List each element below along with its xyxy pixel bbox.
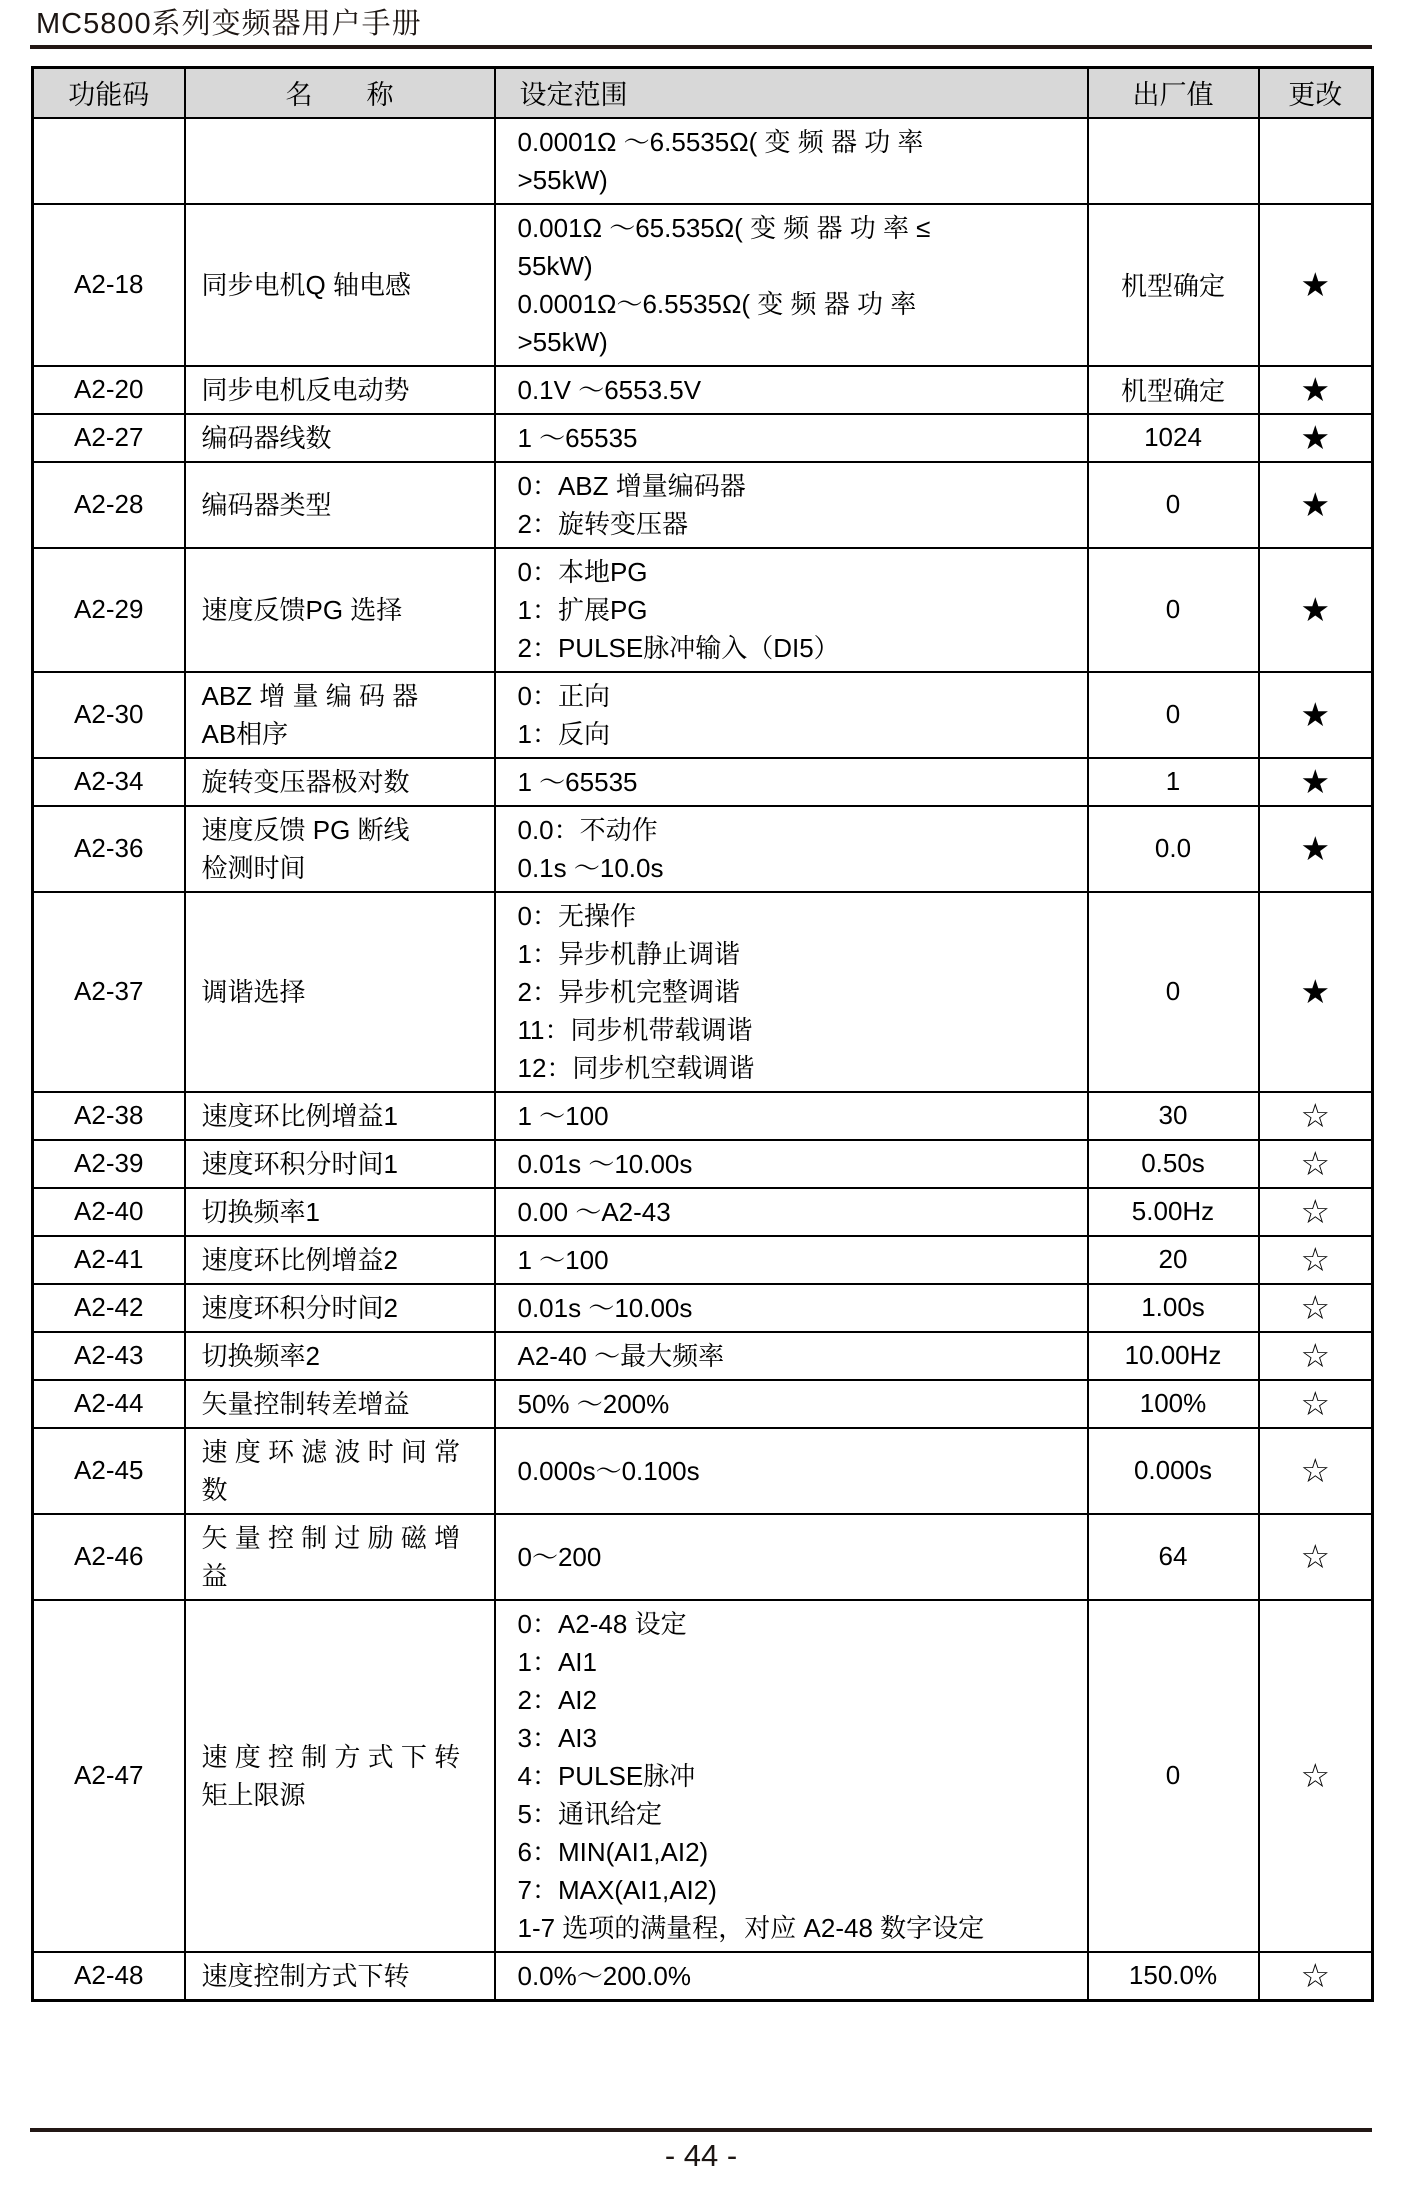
cell-setting-range-line: 1：AI1 <box>517 1646 597 1677</box>
cell-name <box>185 118 495 204</box>
hollow-star-icon: ☆ <box>1259 1380 1373 1428</box>
table-row <box>33 806 1373 892</box>
cell-setting-range-line: 2：AI2 <box>517 1684 597 1715</box>
cell-name-line: ABZ 增 量 编 码 器 <box>201 680 419 711</box>
cell-factory-value: 10.00Hz <box>1088 1332 1259 1380</box>
cell-name-line: 编码器类型 <box>201 489 332 520</box>
hollow-star-icon: ☆ <box>1259 1092 1373 1140</box>
parameter-table <box>31 66 1374 2002</box>
cell-name <box>185 1284 495 1332</box>
cell-change <box>1259 118 1373 204</box>
table-row <box>33 204 1373 366</box>
cell-setting-range-line: 1 ～65535 <box>517 422 638 453</box>
cell-setting-range-line: 1 ～100 <box>517 1100 609 1131</box>
cell-setting-range <box>495 204 1088 366</box>
cell-name <box>185 1952 495 2001</box>
cell-name <box>185 1236 495 1284</box>
table-row <box>33 414 1373 462</box>
cell-setting-range-line: A2-40 ～最大频率 <box>517 1340 725 1371</box>
cell-name-line: 速度控制方式下转 <box>201 1960 410 1991</box>
cell-function-code: A2-41 <box>33 1236 185 1284</box>
filled-star-icon: ★ <box>1259 758 1373 806</box>
header-function-code: 功能码 <box>33 68 185 118</box>
cell-factory-value: 0 <box>1088 892 1259 1092</box>
cell-name <box>185 892 495 1092</box>
cell-setting-range <box>495 1140 1088 1188</box>
cell-setting-range <box>495 366 1088 414</box>
cell-setting-range-line: 1 ～100 <box>517 1244 609 1275</box>
cell-function-code: A2-47 <box>33 1600 185 1952</box>
cell-name <box>185 806 495 892</box>
table-row <box>33 758 1373 806</box>
cell-setting-range <box>495 672 1088 758</box>
cell-factory-value: 1.00s <box>1088 1284 1259 1332</box>
cell-setting-range <box>495 892 1088 1092</box>
table-row <box>33 1236 1373 1284</box>
hollow-star-icon: ☆ <box>1259 1284 1373 1332</box>
cell-function-code: A2-20 <box>33 366 185 414</box>
cell-function-code: A2-36 <box>33 806 185 892</box>
cell-name <box>185 1332 495 1380</box>
cell-function-code: A2-27 <box>33 414 185 462</box>
cell-setting-range <box>495 1188 1088 1236</box>
table-row <box>33 462 1373 548</box>
cell-factory-value: 30 <box>1088 1092 1259 1140</box>
cell-setting-range-line: 0：无操作 <box>517 900 636 931</box>
cell-name-line: 同步电机Q 轴电感 <box>201 269 411 300</box>
cell-name <box>185 1600 495 1952</box>
cell-function-code: A2-30 <box>33 672 185 758</box>
cell-name-line: 矩上限源 <box>201 1779 306 1810</box>
cell-setting-range-line: 0：本地PG <box>517 556 648 587</box>
cell-setting-range-line: 0.0001Ω～6.5535Ω( 变 频 器 功 率 <box>517 288 917 319</box>
cell-setting-range-line: 0.01s ～10.00s <box>517 1148 693 1179</box>
cell-name-line: 旋转变压器极对数 <box>201 766 410 797</box>
cell-name-line: 速度环积分时间1 <box>201 1148 398 1179</box>
cell-factory-value: 5.00Hz <box>1088 1188 1259 1236</box>
table-row <box>33 366 1373 414</box>
cell-name <box>185 462 495 548</box>
cell-function-code: A2-42 <box>33 1284 185 1332</box>
table-row <box>33 672 1373 758</box>
cell-factory-value: 0.50s <box>1088 1140 1259 1188</box>
hollow-star-icon: ☆ <box>1259 1140 1373 1188</box>
cell-setting-range-line: 0：ABZ 增量编码器 <box>517 470 746 501</box>
cell-name <box>185 672 495 758</box>
table-row <box>33 892 1373 1092</box>
cell-name-line: 编码器线数 <box>201 422 332 453</box>
cell-setting-range <box>495 1284 1088 1332</box>
cell-name-line: 速 度 控 制 方 式 下 转 <box>201 1741 461 1772</box>
cell-name <box>185 204 495 366</box>
table-row <box>33 1380 1373 1428</box>
cell-setting-range-line: 0.0%～200.0% <box>517 1960 691 1991</box>
cell-name <box>185 1140 495 1188</box>
cell-name-line: 切换频率2 <box>201 1340 320 1371</box>
cell-function-code: A2-45 <box>33 1428 185 1514</box>
cell-function-code: A2-48 <box>33 1952 185 2001</box>
cell-setting-range <box>495 1514 1088 1600</box>
cell-name <box>185 1428 495 1514</box>
header-setting-range: 设定范围 <box>495 68 1088 118</box>
cell-setting-range-line: 11：同步机带载调谐 <box>517 1014 753 1045</box>
hollow-star-icon: ☆ <box>1259 1600 1373 1952</box>
cell-setting-range-line: 5：通讯给定 <box>517 1798 662 1829</box>
cell-setting-range-line: 7：MAX(AI1,AI2) <box>517 1874 717 1905</box>
cell-name-line: 速度环比例增益1 <box>201 1100 398 1131</box>
cell-factory-value: 机型确定 <box>1088 204 1259 366</box>
cell-name <box>185 758 495 806</box>
cell-factory-value: 150.0% <box>1088 1952 1259 2001</box>
cell-factory-value <box>1088 118 1259 204</box>
filled-star-icon: ★ <box>1259 806 1373 892</box>
hollow-star-icon: ☆ <box>1259 1428 1373 1514</box>
cell-function-code: A2-34 <box>33 758 185 806</box>
cell-name <box>185 1380 495 1428</box>
cell-setting-range <box>495 1952 1088 2001</box>
header-rule <box>30 45 1372 49</box>
cell-factory-value: 100% <box>1088 1380 1259 1428</box>
cell-setting-range-line: 0.1V ～6553.5V <box>517 374 702 405</box>
parameter-table-header <box>33 68 1373 118</box>
cell-name-line: 速度反馈 PG 断线 <box>201 814 410 845</box>
cell-function-code: A2-38 <box>33 1092 185 1140</box>
cell-setting-range-line: 6：MIN(AI1,AI2) <box>517 1836 709 1867</box>
cell-name-line: 速度环积分时间2 <box>201 1292 398 1323</box>
cell-function-code: A2-39 <box>33 1140 185 1188</box>
cell-setting-range-line: 0.000s～0.100s <box>517 1455 700 1486</box>
cell-name <box>185 1092 495 1140</box>
cell-function-code: A2-29 <box>33 548 185 672</box>
table-row <box>33 1428 1373 1514</box>
cell-setting-range-line: 1 ～65535 <box>517 766 638 797</box>
hollow-star-icon: ☆ <box>1259 1514 1373 1600</box>
footer-rule <box>30 2128 1372 2132</box>
parameter-table-body <box>33 118 1373 2001</box>
cell-setting-range-line: 4：PULSE脉冲 <box>517 1760 696 1791</box>
table-row <box>33 1140 1373 1188</box>
cell-setting-range <box>495 414 1088 462</box>
cell-name-line: 益 <box>201 1560 228 1591</box>
cell-factory-value: 0 <box>1088 548 1259 672</box>
page-number: - 44 - <box>664 2138 738 2173</box>
table-row <box>33 1284 1373 1332</box>
cell-name-line: 检测时间 <box>201 852 306 883</box>
cell-setting-range-line: 0：正向 <box>517 680 610 711</box>
hollow-star-icon: ☆ <box>1259 1236 1373 1284</box>
table-row <box>33 1600 1373 1952</box>
cell-setting-range-line: 12：同步机空载调谐 <box>517 1052 755 1083</box>
cell-setting-range-line: 50% ～200% <box>517 1388 670 1419</box>
cell-function-code <box>33 118 185 204</box>
cell-function-code: A2-28 <box>33 462 185 548</box>
cell-function-code: A2-43 <box>33 1332 185 1380</box>
cell-name <box>185 1188 495 1236</box>
cell-setting-range-line: 0.01s ～10.00s <box>517 1292 693 1323</box>
cell-factory-value: 1 <box>1088 758 1259 806</box>
filled-star-icon: ★ <box>1259 414 1373 462</box>
cell-function-code: A2-37 <box>33 892 185 1092</box>
cell-function-code: A2-18 <box>33 204 185 366</box>
table-row <box>33 1092 1373 1140</box>
cell-setting-range <box>495 548 1088 672</box>
filled-star-icon: ★ <box>1259 462 1373 548</box>
cell-setting-range-line: 2：异步机完整调谐 <box>517 976 740 1007</box>
hollow-star-icon: ☆ <box>1259 1188 1373 1236</box>
cell-setting-range-line: 55kW) <box>517 250 593 281</box>
cell-setting-range <box>495 1236 1088 1284</box>
cell-name-line: 速度反馈PG 选择 <box>201 594 403 625</box>
page-title: MC5800系列变频器用户手册 <box>36 8 422 40</box>
cell-setting-range <box>495 118 1088 204</box>
filled-star-icon: ★ <box>1259 366 1373 414</box>
cell-setting-range-line: >55kW) <box>517 326 608 357</box>
cell-name-line: 数 <box>201 1474 228 1505</box>
cell-function-code: A2-44 <box>33 1380 185 1428</box>
cell-setting-range-line: 0.00 ～A2-43 <box>517 1196 671 1227</box>
cell-setting-range-line: 3：AI3 <box>517 1722 597 1753</box>
cell-factory-value: 0 <box>1088 1600 1259 1952</box>
header-name: 名 称 <box>185 68 495 118</box>
table-row <box>33 1332 1373 1380</box>
cell-setting-range-line: 0.1s ～10.0s <box>517 852 664 883</box>
filled-star-icon: ★ <box>1259 548 1373 672</box>
cell-factory-value: 1024 <box>1088 414 1259 462</box>
cell-setting-range-line: 1-7 选项的满量程，对应 A2-48 数字设定 <box>517 1912 985 1943</box>
cell-setting-range-line: 0.0：不动作 <box>517 814 658 845</box>
header-row <box>33 68 1373 118</box>
cell-setting-range <box>495 1092 1088 1140</box>
cell-factory-value: 20 <box>1088 1236 1259 1284</box>
cell-factory-value: 机型确定 <box>1088 366 1259 414</box>
cell-setting-range <box>495 1428 1088 1514</box>
cell-setting-range-line: 0.0001Ω ～6.5535Ω( 变 频 器 功 率 <box>517 126 924 157</box>
cell-setting-range-line: 2：旋转变压器 <box>517 508 688 539</box>
cell-setting-range <box>495 758 1088 806</box>
cell-setting-range <box>495 1332 1088 1380</box>
cell-setting-range-line: 0：A2-48 设定 <box>517 1608 687 1639</box>
table-row <box>33 118 1373 204</box>
cell-setting-range-line: >55kW) <box>517 164 608 195</box>
cell-name-line: AB相序 <box>201 718 289 749</box>
cell-setting-range <box>495 462 1088 548</box>
cell-name <box>185 414 495 462</box>
cell-setting-range <box>495 1380 1088 1428</box>
cell-factory-value: 0 <box>1088 672 1259 758</box>
cell-setting-range-line: 0.001Ω ～65.535Ω( 变 频 器 功 率 ≤ <box>517 212 931 243</box>
hollow-star-icon: ☆ <box>1259 1952 1373 2001</box>
cell-factory-value: 0 <box>1088 462 1259 548</box>
cell-factory-value: 0.000s <box>1088 1428 1259 1514</box>
cell-name <box>185 548 495 672</box>
header-factory-value: 出厂值 <box>1088 68 1259 118</box>
cell-factory-value: 64 <box>1088 1514 1259 1600</box>
filled-star-icon: ★ <box>1259 892 1373 1092</box>
table-row <box>33 1514 1373 1600</box>
cell-setting-range <box>495 1600 1088 1952</box>
cell-function-code: A2-40 <box>33 1188 185 1236</box>
cell-function-code: A2-46 <box>33 1514 185 1600</box>
cell-name-line: 速度环比例增益2 <box>201 1244 398 1275</box>
table-row <box>33 1952 1373 2001</box>
cell-name-line: 切换频率1 <box>201 1196 320 1227</box>
cell-setting-range-line: 1：扩展PG <box>517 594 648 625</box>
filled-star-icon: ★ <box>1259 672 1373 758</box>
table-row <box>33 1188 1373 1236</box>
cell-setting-range-line: 1：反向 <box>517 718 610 749</box>
table-row <box>33 548 1373 672</box>
cell-name <box>185 366 495 414</box>
cell-setting-range-line: 2：PULSE脉冲输入（DI5） <box>517 632 840 663</box>
cell-name-line: 矢 量 控 制 过 励 磁 增 <box>201 1522 461 1553</box>
cell-name-line: 速 度 环 滤 波 时 间 常 <box>201 1436 461 1467</box>
cell-setting-range <box>495 806 1088 892</box>
cell-name-line: 同步电机反电动势 <box>201 374 410 405</box>
cell-factory-value: 0.0 <box>1088 806 1259 892</box>
hollow-star-icon: ☆ <box>1259 1332 1373 1380</box>
cell-setting-range-line: 0～200 <box>517 1541 602 1572</box>
cell-setting-range-line: 1：异步机静止调谐 <box>517 938 740 969</box>
cell-name-line: 矢量控制转差增益 <box>201 1388 410 1419</box>
header-change: 更改 <box>1259 68 1373 118</box>
document-header <box>0 0 1402 49</box>
filled-star-icon: ★ <box>1259 204 1373 366</box>
cell-name <box>185 1514 495 1600</box>
cell-name-line: 调谐选择 <box>201 976 306 1007</box>
